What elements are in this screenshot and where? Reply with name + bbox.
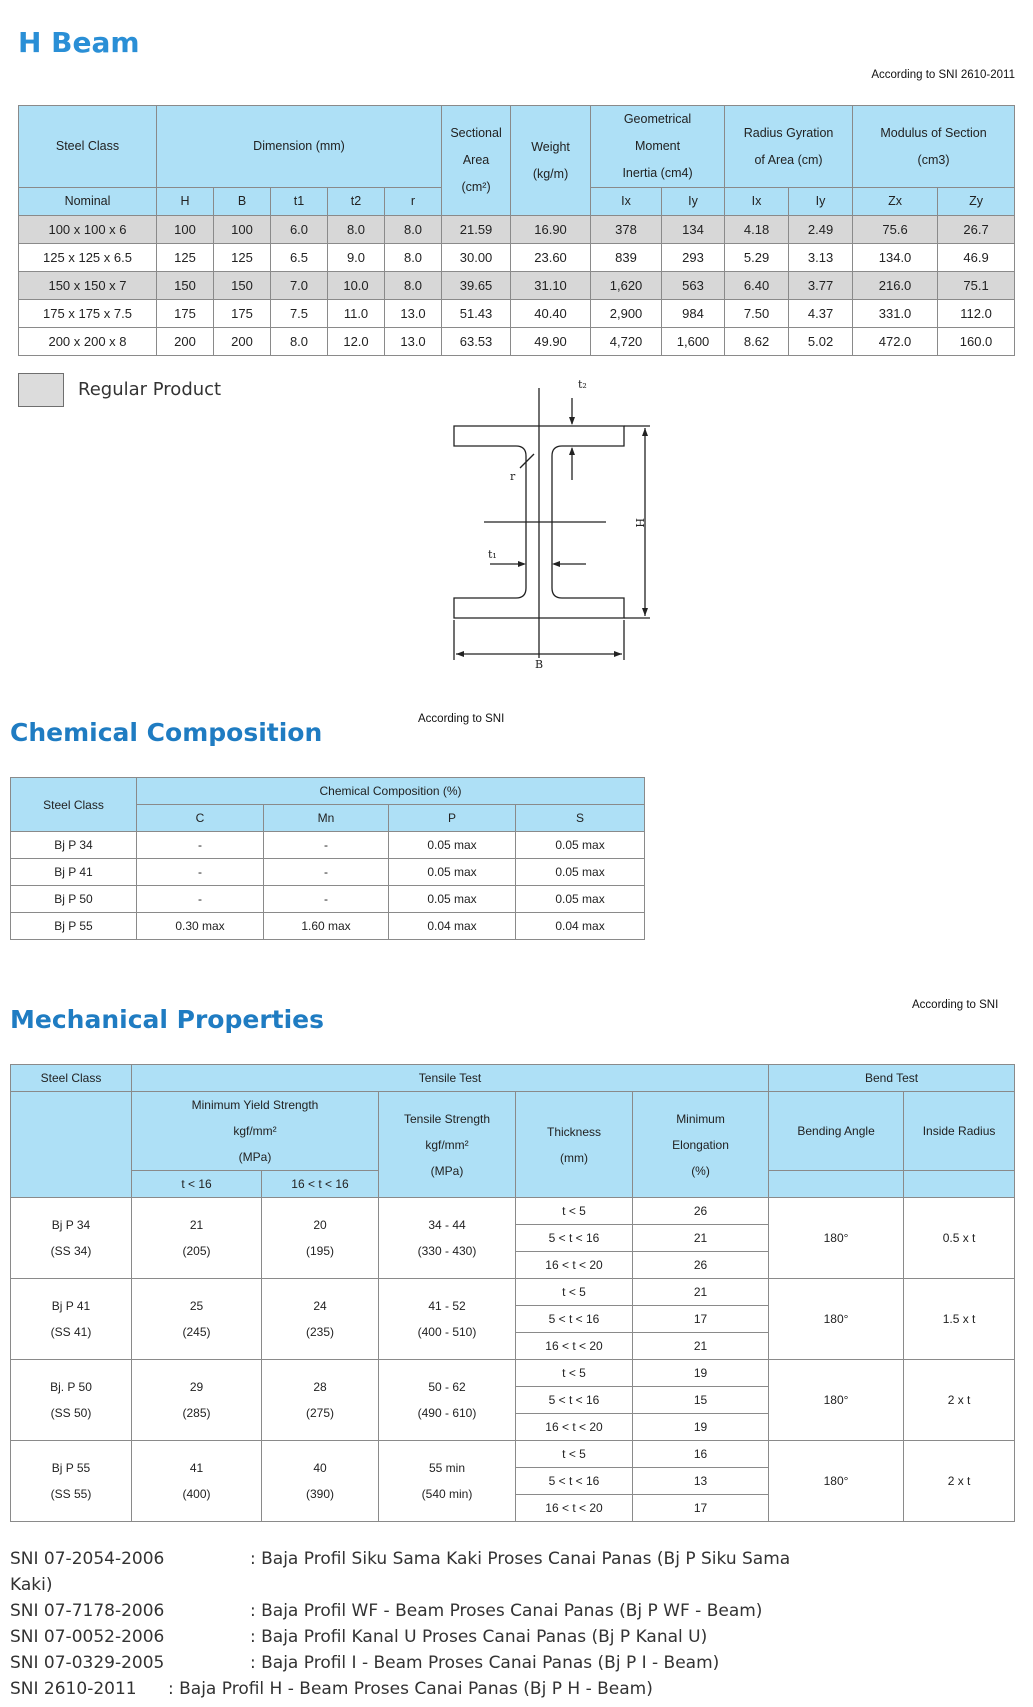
cell: 0.05 max — [389, 886, 516, 913]
cell: 23.60 — [511, 244, 591, 272]
cell: 8.0 — [271, 328, 328, 356]
mechanical-title: Mechanical Properties — [10, 1005, 325, 1034]
cell-bending-angle: 180° — [769, 1198, 904, 1279]
cell-thickness: t < 5 — [516, 1441, 633, 1468]
cell: 4.37 — [789, 300, 853, 328]
hdr-tensile-test: Tensile Test — [132, 1065, 769, 1092]
hdr-Zx: Zx — [853, 188, 938, 216]
reference-text: : Baja Profil WF - Beam Proses Canai Panas (Bj P WF - Beam) — [250, 1601, 763, 1621]
cell-tensile: 50 - 62 (490 - 610) — [379, 1360, 516, 1441]
cell-elongation: 26 — [633, 1252, 769, 1279]
cell-thickness: 5 < t < 16 — [516, 1387, 633, 1414]
cell: 3.13 — [789, 244, 853, 272]
cell-yield-16: 20 (195) — [262, 1198, 379, 1279]
cell-thickness: 5 < t < 16 — [516, 1306, 633, 1333]
cell: 7.5 — [271, 300, 328, 328]
cell-tensile: 41 - 52 (400 - 510) — [379, 1279, 516, 1360]
cell: 200 — [214, 328, 271, 356]
hdr-steel-class: Steel Class — [11, 1065, 132, 1092]
hdr-ix: Ix — [725, 188, 789, 216]
mechanical-standard-note: According to SNI — [912, 999, 999, 1011]
cell-yield-lt16: 41 (400) — [132, 1441, 262, 1522]
reference-continuation: Kaki) — [10, 1575, 53, 1595]
cell: Bj P 34 — [11, 832, 137, 859]
cell-inside-radius: 0.5 x t — [904, 1198, 1015, 1279]
reference-item — [10, 1650, 790, 1676]
table-row — [11, 832, 645, 859]
cell: 1.60 max — [264, 913, 389, 940]
table-row — [19, 272, 1015, 300]
cell: 26.7 — [938, 216, 1015, 244]
mechanical-table — [10, 1064, 1015, 1522]
cell-elongation: 26 — [633, 1198, 769, 1225]
cell: 40.40 — [511, 300, 591, 328]
cell: 10.0 — [328, 272, 385, 300]
cell-elongation: 13 — [633, 1468, 769, 1495]
cell: Bj P 50 — [11, 886, 137, 913]
cell-elongation: 21 — [633, 1225, 769, 1252]
cell-yield-lt16: 21 (205) — [132, 1198, 262, 1279]
cell: 150 — [214, 272, 271, 300]
hdr-chemical-composition: Chemical Composition (%) — [137, 778, 645, 805]
hdr-C: C — [137, 805, 264, 832]
cell: 6.5 — [271, 244, 328, 272]
cell-thickness: 16 < t < 20 — [516, 1414, 633, 1441]
cell: 293 — [662, 244, 725, 272]
cell: 8.0 — [328, 216, 385, 244]
hdr-inside-radius: Inside Radius — [904, 1092, 1015, 1171]
cell: 6.40 — [725, 272, 789, 300]
hdr-t1: t1 — [271, 188, 328, 216]
reference-code: SNI 07-7178-2006 — [10, 1601, 165, 1621]
table-row — [19, 216, 1015, 244]
table-row — [19, 244, 1015, 272]
cell-steel-class: Bj. P 50 (SS 50) — [11, 1360, 132, 1441]
cell: - — [137, 832, 264, 859]
cell: 6.0 — [271, 216, 328, 244]
hdr-elongation: Minimum Elongation (%) — [633, 1092, 769, 1198]
hdr-tensile-strength: Tensile Strength kgf/mm² (MPa) — [379, 1092, 516, 1198]
cell: 8.0 — [385, 244, 442, 272]
hdr-S: S — [516, 805, 645, 832]
cell: 75.6 — [853, 216, 938, 244]
chemical-title: Chemical Composition — [10, 718, 323, 747]
hdr-Mn: Mn — [264, 805, 389, 832]
cell: 200 x 200 x 8 — [19, 328, 157, 356]
cell-elongation: 17 — [633, 1306, 769, 1333]
hdr-min-yield: Minimum Yield Strength kgf/mm² (MPa) — [132, 1092, 379, 1171]
label-B: B — [535, 658, 544, 668]
hdr-radius-gyration: Radius Gyration of Area (cm) — [725, 106, 853, 188]
cell: 150 x 150 x 7 — [19, 272, 157, 300]
cell: 0.30 max — [137, 913, 264, 940]
hdr-nominal: Nominal — [19, 188, 157, 216]
cell: 200 — [157, 328, 214, 356]
cell: 75.1 — [938, 272, 1015, 300]
hdr-P: P — [389, 805, 516, 832]
cell-steel-class: Bj P 55 (SS 55) — [11, 1441, 132, 1522]
cell: 472.0 — [853, 328, 938, 356]
cell-thickness: t < 5 — [516, 1279, 633, 1306]
standards-reference-list — [10, 1546, 790, 1702]
cell-yield-16: 40 (390) — [262, 1441, 379, 1522]
cell-yield-lt16: 25 (245) — [132, 1279, 262, 1360]
cell: - — [137, 886, 264, 913]
reference-text: : Baja Profil Kanal U Proses Canai Panas (Bj P Kanal U) — [250, 1627, 708, 1647]
cell-yield-lt16: 29 (285) — [132, 1360, 262, 1441]
cell: 11.0 — [328, 300, 385, 328]
cell: 984 — [662, 300, 725, 328]
cell: 134.0 — [853, 244, 938, 272]
cell-yield-16: 28 (275) — [262, 1360, 379, 1441]
cell: 7.0 — [271, 272, 328, 300]
table-row — [11, 1198, 1015, 1225]
cell: 0.04 max — [389, 913, 516, 940]
h-beam-title: H Beam — [18, 26, 140, 59]
reference-item — [10, 1676, 790, 1702]
reference-code: SNI 07-0329-2005 — [10, 1653, 165, 1673]
cell: 30.00 — [442, 244, 511, 272]
table-row — [19, 328, 1015, 356]
reference-text: : Baja Profil Siku Sama Kaki Proses Canai Panas (Bj P Siku Sama — [250, 1549, 791, 1569]
cell-elongation: 15 — [633, 1387, 769, 1414]
cell-bending-angle: 180° — [769, 1441, 904, 1522]
cell: 175 — [157, 300, 214, 328]
cell: 12.0 — [328, 328, 385, 356]
label-H: H — [633, 518, 646, 528]
h-beam-standard-note: According to SNI 2610-2011 — [871, 69, 1015, 81]
cell: 4.18 — [725, 216, 789, 244]
cell-bending-angle: 180° — [769, 1360, 904, 1441]
cell: - — [264, 832, 389, 859]
hdr-dimension: Dimension (mm) — [157, 106, 442, 188]
hdr-bending-angle: Bending Angle — [769, 1092, 904, 1171]
cell-elongation: 19 — [633, 1414, 769, 1441]
hdr-blank — [769, 1171, 904, 1198]
table-row — [11, 913, 645, 940]
cell: 8.62 — [725, 328, 789, 356]
cell: Bj P 55 — [11, 913, 137, 940]
cell: 216.0 — [853, 272, 938, 300]
cell: 16.90 — [511, 216, 591, 244]
cell: - — [264, 886, 389, 913]
hdr-sectional-area: Sectional Area (cm²) — [442, 106, 511, 216]
cell-thickness: t < 5 — [516, 1198, 633, 1225]
hdr-weight: Weight (kg/m) — [511, 106, 591, 216]
cell: 63.53 — [442, 328, 511, 356]
hdr-modulus-section: Modulus of Section (cm3) — [853, 106, 1015, 188]
reference-code: SNI 07-0052-2006 — [10, 1627, 165, 1647]
hdr-Iy: Iy — [662, 188, 725, 216]
cell: 51.43 — [442, 300, 511, 328]
cell: 7.50 — [725, 300, 789, 328]
cell-thickness: t < 5 — [516, 1360, 633, 1387]
reference-code: SNI 2610-2011 — [10, 1679, 137, 1699]
label-r: r — [510, 470, 516, 483]
cell-inside-radius: 2 x t — [904, 1441, 1015, 1522]
cell: 3.77 — [789, 272, 853, 300]
cell-inside-radius: 2 x t — [904, 1360, 1015, 1441]
table-row — [11, 859, 645, 886]
cell-thickness: 5 < t < 16 — [516, 1468, 633, 1495]
cell: 5.29 — [725, 244, 789, 272]
hdr-r: r — [385, 188, 442, 216]
cell: 0.04 max — [516, 913, 645, 940]
cell: 0.05 max — [516, 859, 645, 886]
hdr-blank — [904, 1171, 1015, 1198]
regular-product-label: Regular Product — [78, 379, 222, 400]
cell: 31.10 — [511, 272, 591, 300]
cell: 160.0 — [938, 328, 1015, 356]
cell: 0.05 max — [516, 832, 645, 859]
cell-tensile: 55 min (540 min) — [379, 1441, 516, 1522]
hdr-Ix: Ix — [591, 188, 662, 216]
cell-yield-16: 24 (235) — [262, 1279, 379, 1360]
cell: 21.59 — [442, 216, 511, 244]
hdr-Zy: Zy — [938, 188, 1015, 216]
cell: 5.02 — [789, 328, 853, 356]
cell: 9.0 — [328, 244, 385, 272]
hdr-t-lt16: t < 16 — [132, 1171, 262, 1198]
cell: 125 — [157, 244, 214, 272]
cell: 4,720 — [591, 328, 662, 356]
cell: 13.0 — [385, 300, 442, 328]
cell-elongation: 21 — [633, 1333, 769, 1360]
cell-inside-radius: 1.5 x t — [904, 1279, 1015, 1360]
label-t1: t₁ — [488, 548, 497, 561]
hdr-steel-class: Steel Class — [11, 778, 137, 832]
label-t2: t₂ — [578, 378, 587, 391]
cell: 100 x 100 x 6 — [19, 216, 157, 244]
hdr-thickness: Thickness (mm) — [516, 1092, 633, 1198]
cell: 331.0 — [853, 300, 938, 328]
hdr-B: B — [214, 188, 271, 216]
h-beam-table — [18, 105, 1015, 356]
cell: 839 — [591, 244, 662, 272]
cell: 0.05 max — [516, 886, 645, 913]
hdr-16-lt-t-lt16: 16 < t < 16 — [262, 1171, 379, 1198]
cell-thickness: 5 < t < 16 — [516, 1225, 633, 1252]
reference-text: : Baja Profil I - Beam Proses Canai Panas (Bj P I - Beam) — [250, 1653, 720, 1673]
cell: - — [137, 859, 264, 886]
hdr-t2: t2 — [328, 188, 385, 216]
cell: 100 — [157, 216, 214, 244]
cell: 39.65 — [442, 272, 511, 300]
cell-steel-class: Bj P 41 (SS 41) — [11, 1279, 132, 1360]
table-row — [11, 1279, 1015, 1306]
cell: 563 — [662, 272, 725, 300]
hdr-bend-test: Bend Test — [769, 1065, 1015, 1092]
cell: 175 x 175 x 7.5 — [19, 300, 157, 328]
cell-tensile: 34 - 44 (330 - 430) — [379, 1198, 516, 1279]
table-row — [11, 1360, 1015, 1387]
h-beam-cross-section-diagram — [440, 368, 680, 668]
cell-elongation: 17 — [633, 1495, 769, 1522]
cell: 46.9 — [938, 244, 1015, 272]
cell: 13.0 — [385, 328, 442, 356]
cell: 0.05 max — [389, 859, 516, 886]
cell: 150 — [157, 272, 214, 300]
chemical-table — [10, 777, 645, 940]
hdr-iy: Iy — [789, 188, 853, 216]
cell: 100 — [214, 216, 271, 244]
cell: 8.0 — [385, 272, 442, 300]
table-row — [19, 300, 1015, 328]
cell: 125 x 125 x 6.5 — [19, 244, 157, 272]
chemical-standard-note: According to SNI — [418, 713, 505, 725]
cell-elongation: 16 — [633, 1441, 769, 1468]
cell: Bj P 41 — [11, 859, 137, 886]
cell: 49.90 — [511, 328, 591, 356]
cell-thickness: 16 < t < 20 — [516, 1252, 633, 1279]
cell: - — [264, 859, 389, 886]
cell: 2.49 — [789, 216, 853, 244]
reference-item — [10, 1546, 790, 1572]
cell: 134 — [662, 216, 725, 244]
cell-bending-angle: 180° — [769, 1279, 904, 1360]
reference-text: : Baja Profil H - Beam Proses Canai Panas (Bj P H - Beam) — [168, 1679, 653, 1699]
reference-item — [10, 1624, 790, 1650]
cell-thickness: 16 < t < 20 — [516, 1495, 633, 1522]
cell: 2,900 — [591, 300, 662, 328]
cell-elongation: 19 — [633, 1360, 769, 1387]
cell: 8.0 — [385, 216, 442, 244]
hdr-steel-class: Steel Class — [19, 106, 157, 188]
hdr-moment-inertia: Geometrical Moment Inertia (cm4) — [591, 106, 725, 188]
cell: 1,600 — [662, 328, 725, 356]
cell-steel-class: Bj P 34 (SS 34) — [11, 1198, 132, 1279]
cell-elongation: 21 — [633, 1279, 769, 1306]
cell: 0.05 max — [389, 832, 516, 859]
hdr-blank — [11, 1092, 132, 1198]
hdr-H: H — [157, 188, 214, 216]
cell-thickness: 16 < t < 20 — [516, 1333, 633, 1360]
regular-product-swatch — [18, 373, 64, 407]
reference-code: SNI 07-2054-2006 — [10, 1549, 165, 1569]
table-row — [11, 1441, 1015, 1468]
cell: 125 — [214, 244, 271, 272]
cell: 175 — [214, 300, 271, 328]
cell: 112.0 — [938, 300, 1015, 328]
table-row — [11, 886, 645, 913]
reference-item — [10, 1598, 790, 1624]
cell: 1,620 — [591, 272, 662, 300]
cell: 378 — [591, 216, 662, 244]
